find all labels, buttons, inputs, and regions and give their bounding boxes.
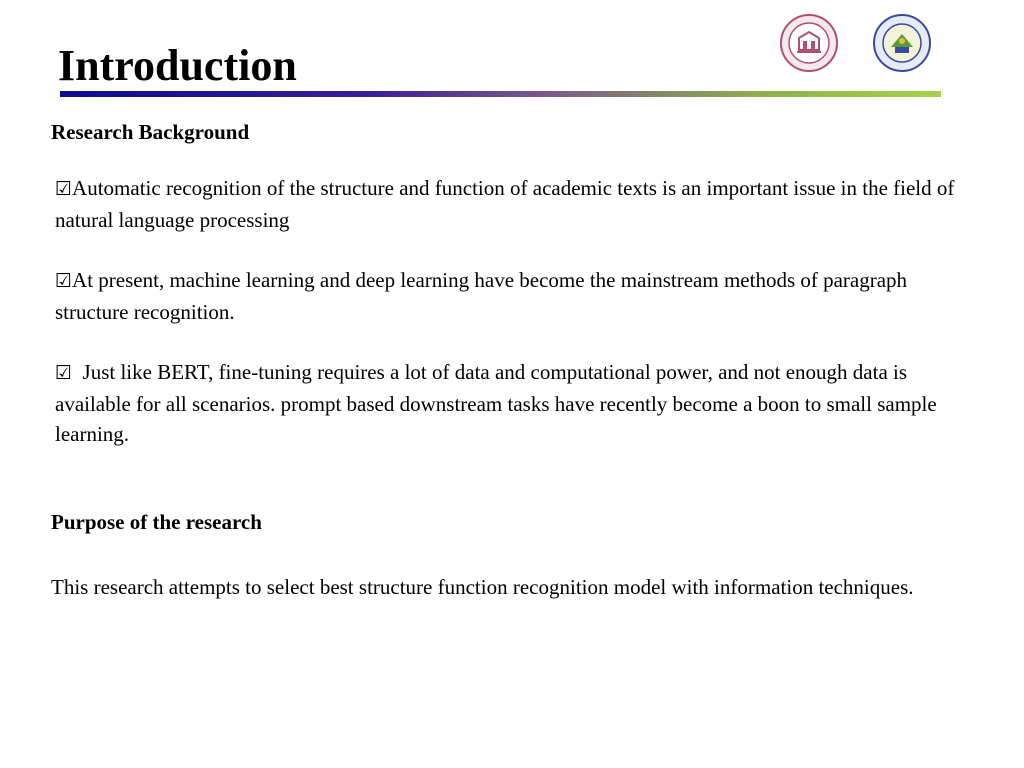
background-bullet-3 xyxy=(55,357,975,450)
bullet-text: At present, machine learning and deep learning have become the mainstream methods of paragraph structure recognition. xyxy=(55,268,908,324)
title-underline xyxy=(60,91,941,97)
slide-title: Introduction xyxy=(58,41,297,90)
checkbox-icon: ☑ xyxy=(55,362,73,384)
background-bullet-1 xyxy=(55,173,975,235)
checkbox-icon: ☑ xyxy=(55,270,73,292)
purpose-heading: Purpose of the research xyxy=(51,510,262,534)
research-background-heading: Research Background xyxy=(51,120,250,144)
checkbox-icon: ☑ xyxy=(55,178,73,200)
purpose-text: This research attempts to select best structure function recognition model with information techniques. xyxy=(51,575,914,599)
bullet-text: Automatic recognition of the structure and function of academic texts is an important issue in the field of natural language processing xyxy=(55,176,955,232)
university-seal-icon xyxy=(780,14,838,72)
bullet-text: Just like BERT, fine-tuning requires a lot of data and computational power, and not enough data is available for all scenarios. prompt based downstream tasks have recently become a boon to small sample learning. xyxy=(55,360,937,446)
agricultural-university-seal-icon xyxy=(873,14,931,72)
background-bullet-2 xyxy=(55,265,975,327)
